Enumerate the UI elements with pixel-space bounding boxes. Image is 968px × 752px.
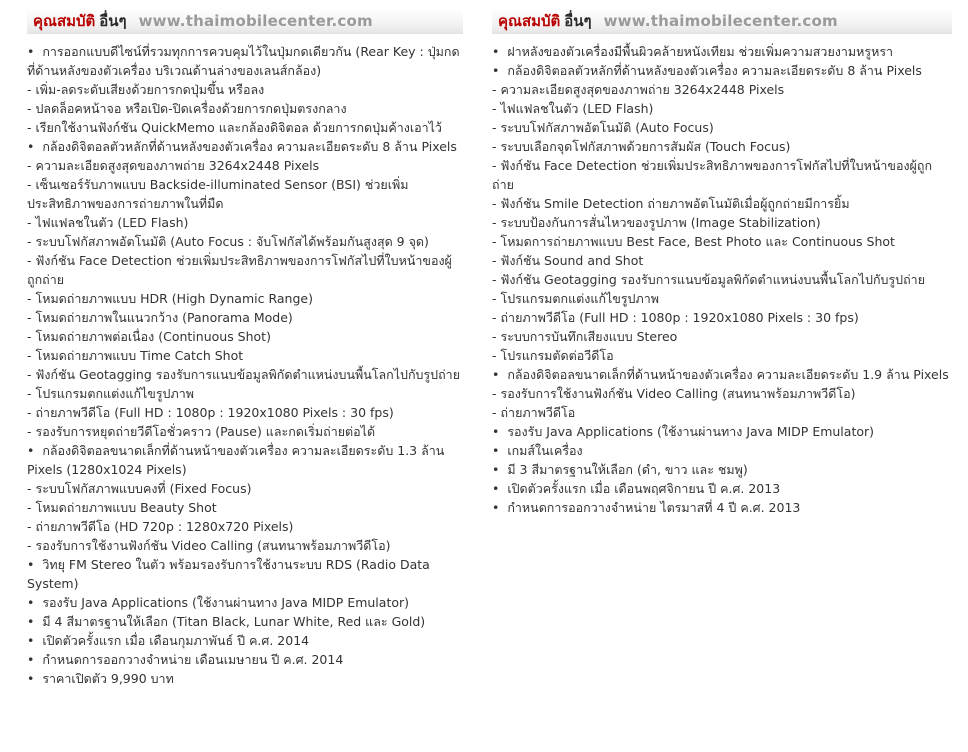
- spec-item: - ถ่ายภาพวีดีโอ: [492, 405, 576, 420]
- spec-item: - โหมดถ่ายภาพในแนวกว้าง (Panorama Mode): [27, 310, 293, 325]
- right-spec-column: [492, 8, 952, 517]
- left-spec-column: [27, 8, 463, 688]
- site-watermark: www.thaimobilecenter.com: [603, 11, 838, 30]
- spec-item: - โปรแกรมตกแต่งแก้ไขรูปภาพ: [492, 291, 659, 306]
- spec-item: - โหมดถ่ายภาพแบบ HDR (High Dynamic Range): [27, 291, 313, 306]
- site-watermark: www.thaimobilecenter.com: [138, 11, 373, 30]
- spec-item: - ถ่ายภาพวีดีโอ (HD 720p : 1280x720 Pixels): [27, 519, 294, 534]
- section-title: คุณสมบัติ: [498, 11, 561, 30]
- spec-item: - ระบบการบันทึกเสียงแบบ Stereo: [492, 329, 678, 344]
- spec-item: - ฟังก์ชัน Smile Detection ถ่ายภาพอัตโนมัติเมื่อผู้ถูกถ่ายมีการยิ้ม: [492, 196, 850, 211]
- left-spec-list: [27, 42, 463, 688]
- spec-item: - ระบบโฟกัสภาพแบบคงที่ (Fixed Focus): [27, 481, 252, 496]
- spec-item: - ระบบเลือกจุดโฟกัสภาพด้วยการสัมผัส (Touch Focus): [492, 139, 791, 154]
- spec-item: • กล้องดิจิตอลขนาดเล็กที่ด้านหน้าของตัวเครื่อง ความละเอียดระดับ 1.9 ล้าน Pixels: [492, 367, 949, 382]
- right-spec-list: [492, 42, 952, 517]
- spec-item: - ระบบป้องกันการสั่นไหวของรูปภาพ (Image Stabilization): [492, 215, 821, 230]
- spec-item: - ฟังก์ชัน Face Detection ช่วยเพิ่มประสิทธิภาพของการโฟกัสไปที่ใบหน้าของผู้ถูกถ่าย: [27, 253, 452, 287]
- spec-item: • รองรับ Java Applications (ใช้งานผ่านทาง Java MIDP Emulator): [27, 595, 410, 610]
- spec-item: • กำหนดการออกวางจำหน่าย เดือนเมษายน ปี ค.ศ. 2014: [27, 652, 344, 667]
- spec-item: • เกมส์ในเครื่อง: [492, 443, 583, 458]
- spec-item: • กล้องดิจิตอลตัวหลักที่ด้านหลังของตัวเครื่อง ความละเอียดระดับ 8 ล้าน Pixels: [492, 63, 922, 78]
- spec-item: - ไฟแฟลชในตัว (LED Flash): [492, 101, 654, 116]
- spec-item: - รองรับการหยุดถ่ายวีดีโอชั่วคราว (Pause) และกดเริ่มถ่ายต่อได้: [27, 424, 376, 439]
- spec-item: - ไฟแฟลชในตัว (LED Flash): [27, 215, 189, 230]
- spec-item: - ถ่ายภาพวีดีโอ (Full HD : 1080p : 1920x1080 Pixels : 30 fps): [492, 310, 859, 325]
- section-title: คุณสมบัติ: [33, 11, 96, 30]
- spec-item: • มี 3 สีมาตรฐานให้เลือก (ดำ, ขาว และ ชมพู): [492, 462, 748, 477]
- right-section-header: [492, 8, 952, 34]
- spec-item: - ฟังก์ชัน Geotagging รองรับการแนบข้อมูลพิกัดตำแหน่งบนพื้นโลกไปกับรูปถ่าย: [27, 367, 461, 382]
- spec-item: - ปลดล็อคหน้าจอ หรือเปิด-ปิดเครื่องด้วยการกดปุ่มตรงกลาง: [27, 101, 347, 116]
- spec-item: • รองรับ Java Applications (ใช้งานผ่านทาง Java MIDP Emulator): [492, 424, 875, 439]
- spec-item: - รองรับการใช้งานฟังก์ชัน Video Calling (สนทนาพร้อมภาพวีดีโอ): [27, 538, 391, 553]
- spec-item: - เพิ่ม-ลดระดับเสียงด้วยการกดปุ่มขึ้น หรือลง: [27, 82, 265, 97]
- spec-item: - เซ็นเซอร์รับภาพแบบ Backside-illuminated Sensor (BSI) ช่วยเพิ่มประสิทธิภาพของการถ่ายภาพในที่มืด: [27, 177, 409, 211]
- spec-item: - ระบบโฟกัสภาพอัตโนมัติ (Auto Focus : จับโฟกัสได้พร้อมกันสูงสุด 9 จุด): [27, 234, 429, 249]
- spec-item: • วิทยุ FM Stereo ในตัว พร้อมรองรับการใช้งานระบบ RDS (Radio Data System): [27, 557, 434, 591]
- left-section-header: [27, 8, 463, 34]
- spec-item: - ความละเอียดสูงสุดของภาพถ่าย 3264x2448 Pixels: [27, 158, 320, 173]
- spec-item: • เปิดตัวครั้งแรก เมื่อ เดือนกุมภาพันธ์ ปี ค.ศ. 2014: [27, 633, 310, 648]
- spec-item: - ความละเอียดสูงสุดของภาพถ่าย 3264x2448 Pixels: [492, 82, 785, 97]
- spec-item: - ระบบโฟกัสภาพอัตโนมัติ (Auto Focus): [492, 120, 714, 135]
- spec-item: • กล้องดิจิตอลขนาดเล็กที่ด้านหน้าของตัวเครื่อง ความละเอียดระดับ 1.3 ล้าน Pixels (1280x1024 Pixels): [27, 443, 449, 477]
- spec-item: • เปิดตัวครั้งแรก เมื่อ เดือนพฤศจิกายน ปี ค.ศ. 2013: [492, 481, 781, 496]
- spec-item: - โหมดถ่ายภาพแบบ Time Catch Shot: [27, 348, 244, 363]
- spec-item: • กำหนดการออกวางจำหน่าย ไตรมาสที่ 4 ปี ค.ศ. 2013: [492, 500, 801, 515]
- spec-item: - ฟังก์ชัน Face Detection ช่วยเพิ่มประสิทธิภาพของการโฟกัสไปที่ใบหน้าของผู้ถูกถ่าย: [492, 158, 933, 192]
- spec-item: - โหมดถ่ายภาพแบบ Beauty Shot: [27, 500, 217, 515]
- section-subtitle: อื่นๆ: [99, 11, 127, 30]
- spec-item: • ฝาหลังของตัวเครื่องมีพื้นผิวคล้ายหนังเทียม ช่วยเพิ่มความสวยงามหรูหรา: [492, 44, 894, 59]
- spec-item: - เรียกใช้งานฟังก์ชัน QuickMemo และกล้องดิจิตอล ด้วยการกดปุ่มค้างเอาไว้: [27, 120, 442, 135]
- spec-item: - ถ่ายภาพวีดีโอ (Full HD : 1080p : 1920x1080 Pixels : 30 fps): [27, 405, 394, 420]
- spec-item: - โปรแกรมตกแต่งแก้ไขรูปภาพ: [27, 386, 194, 401]
- spec-item: - รองรับการใช้งานฟังก์ชัน Video Calling (สนทนาพร้อมภาพวีดีโอ): [492, 386, 856, 401]
- spec-item: - โหมดการถ่ายภาพแบบ Best Face, Best Photo และ Continuous Shot: [492, 234, 895, 249]
- spec-item: - โปรแกรมตัดต่อวีดีโอ: [492, 348, 614, 363]
- section-subtitle: อื่นๆ: [564, 11, 592, 30]
- spec-item: - โหมดถ่ายภาพต่อเนื่อง (Continuous Shot): [27, 329, 271, 344]
- spec-item: • ราคาเปิดตัว 9,990 บาท: [27, 671, 174, 686]
- spec-item: • การออกแบบดีไซน์ที่รวมทุกการควบคุมไว้ในปุ่มกดเดียวกัน (Rear Key : ปุ่มกดที่ด้านหลังของตัวเครื่อง บริเวณด้านล่างของเลนส์กล้อง): [27, 44, 460, 78]
- spec-item: • กล้องดิจิตอลตัวหลักที่ด้านหลังของตัวเครื่อง ความละเอียดระดับ 8 ล้าน Pixels: [27, 139, 457, 154]
- spec-item: - ฟังก์ชัน Geotagging รองรับการแนบข้อมูลพิกัดตำแหน่งบนพื้นโลกไปกับรูปถ่าย: [492, 272, 926, 287]
- spec-item: - ฟังก์ชัน Sound and Shot: [492, 253, 644, 268]
- spec-item: • มี 4 สีมาตรฐานให้เลือก (Titan Black, Lunar White, Red และ Gold): [27, 614, 426, 629]
